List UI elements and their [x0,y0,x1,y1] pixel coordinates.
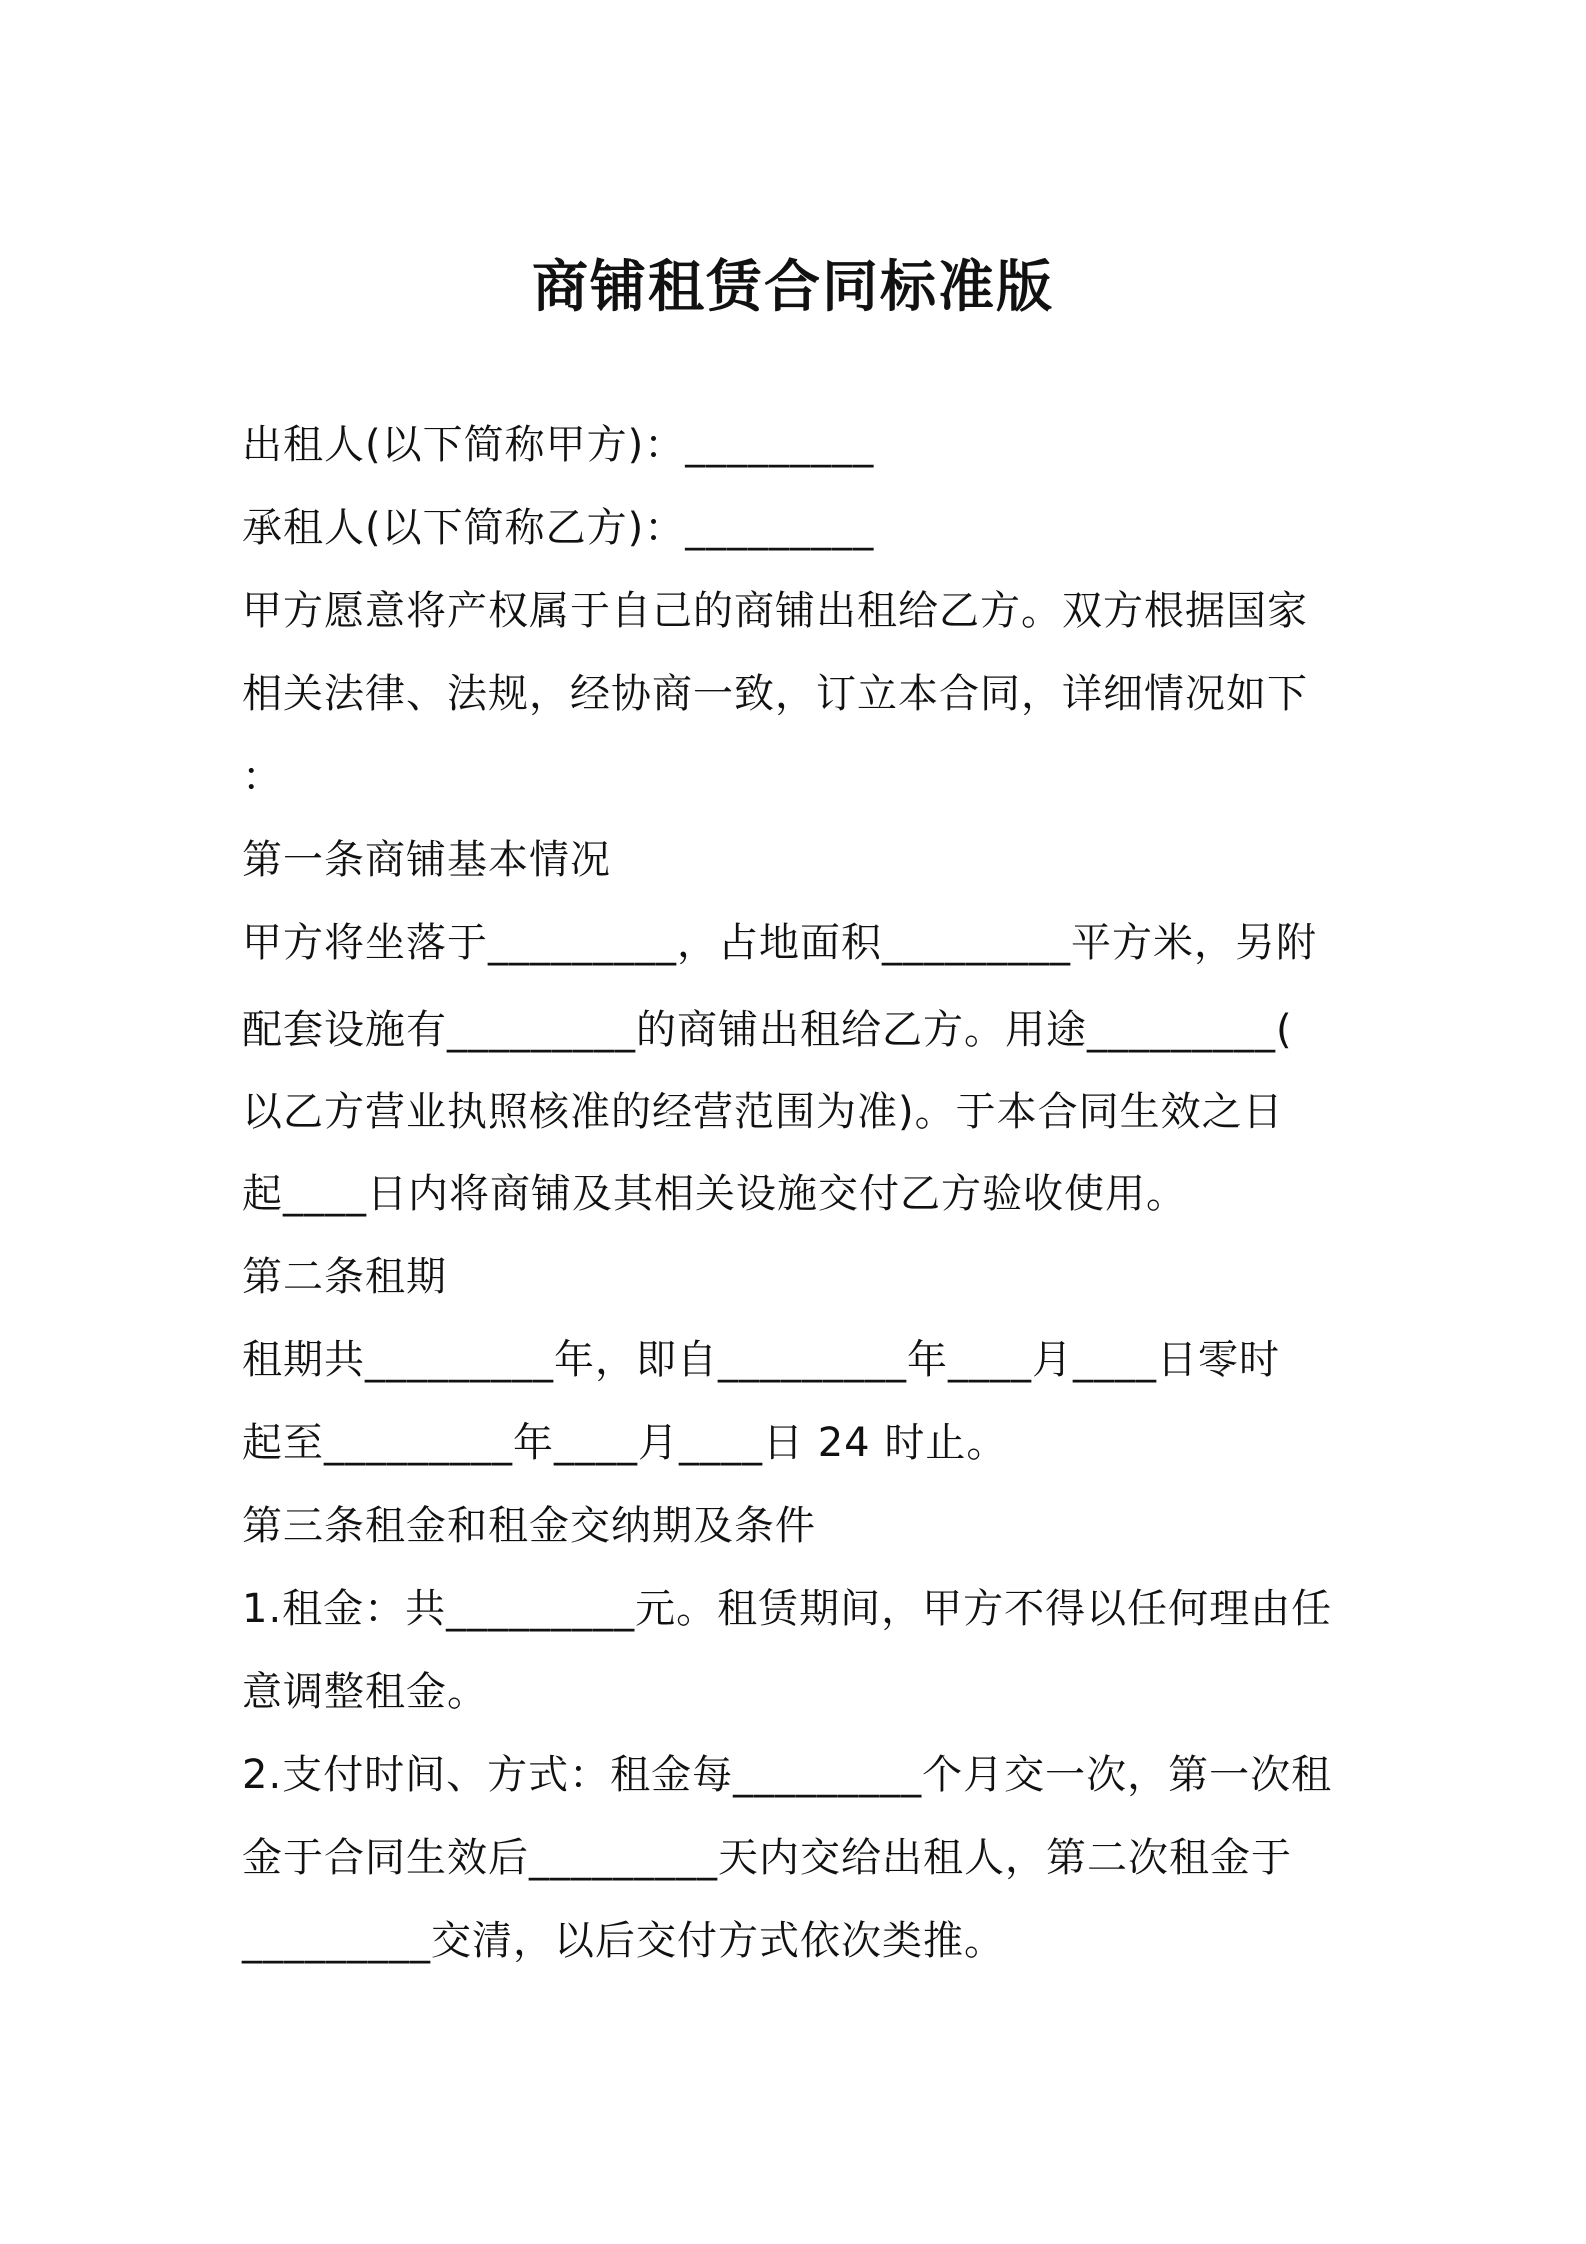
intro-line-1: 甲方愿意将产权属于自己的商铺出租给乙方。双方根据国家 [242,588,1308,634]
article-3-rent-line-2: 意调整租金。 [242,1669,488,1715]
article-1-line-2: 配套设施有_________的商铺出租给乙方。用途_________( [242,1007,1293,1053]
article-3-payment-line-3: _________交清，以后交付方式依次类推。 [242,1918,1005,1964]
lessor-line: 出租人(以下简称甲方)：_________ [242,422,875,468]
intro-line-3: ： [242,754,283,800]
article-3-payment-line-2: 金于合同生效后_________天内交给出租人，第二次租金于 [242,1835,1292,1881]
document-title: 商铺租赁合同标准版 [532,255,1054,320]
article-1-line-1: 甲方将坐落于_________，占地面积_________平方米，另附 [242,920,1317,966]
article-3-heading: 第三条租金和租金交纳期及条件 [242,1503,816,1549]
article-1-line-3: 以乙方营业执照核准的经营范围为准)。于本合同生效之日 [242,1089,1284,1135]
article-2-line-2: 起至_________年____月____日 24 时止。 [242,1420,1008,1466]
article-2-heading: 第二条租期 [242,1254,447,1300]
article-1-heading: 第一条商铺基本情况 [242,837,611,883]
article-3-payment-line-1: 2.支付时间、方式：租金每_________个月交一次，第一次租 [242,1752,1333,1798]
lessee-line: 承租人(以下简称乙方)：_________ [242,505,875,551]
article-2-line-1: 租期共_________年，即自_________年____月____日零时 [242,1337,1280,1383]
article-3-rent-line-1: 1.租金：共_________元。租赁期间，甲方不得以任何理由任 [242,1586,1333,1632]
intro-line-2: 相关法律、法规，经协商一致，订立本合同，详细情况如下 [242,671,1308,717]
article-1-line-4: 起____日内将商铺及其相关设施交付乙方验收使用。 [242,1171,1187,1217]
